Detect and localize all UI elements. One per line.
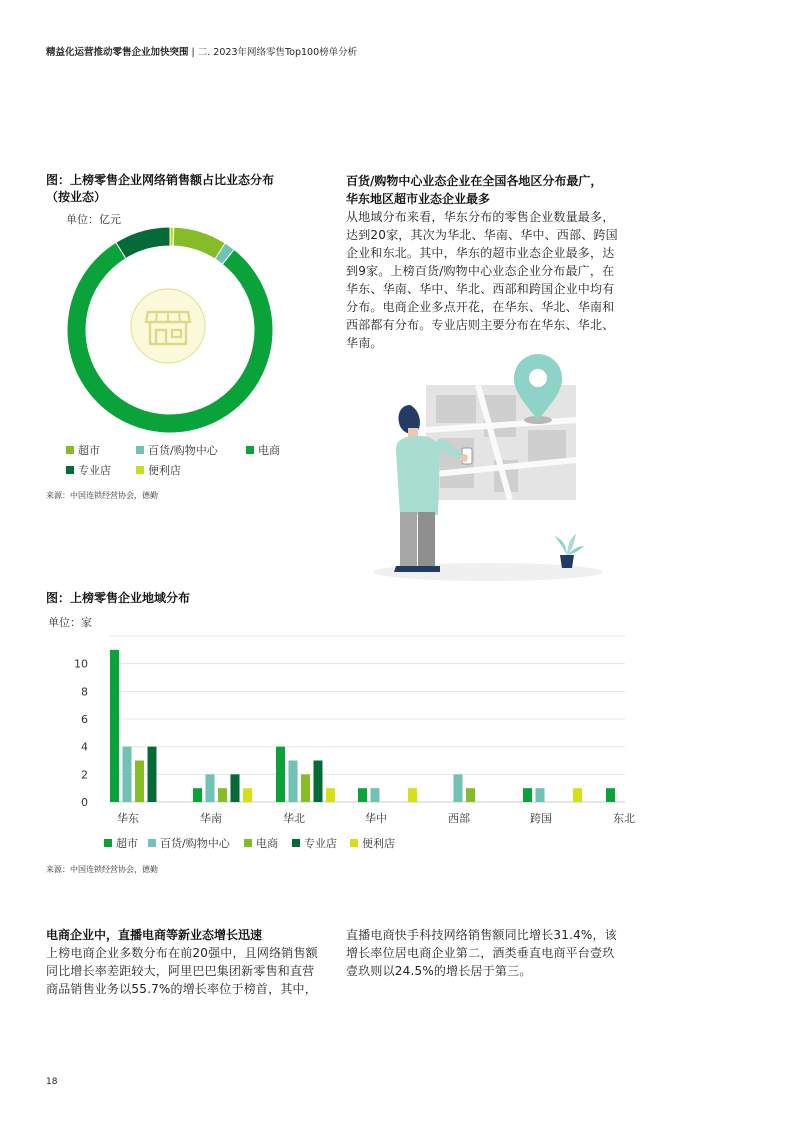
legend-label: 专业店 (78, 464, 111, 477)
ecom-right-line: 增长率位居电商企业第二，酒类垂直电商平台壹玖 (346, 946, 615, 960)
legend-label: 百货/购物中心 (148, 444, 218, 457)
bar-华南-电商 (218, 788, 227, 802)
region-line: 企业和东北。其中，华东的超市业态企业最多，达 (346, 246, 615, 260)
bar-legend-ecommerce (244, 835, 278, 851)
legend-label: 超市 (78, 444, 100, 457)
x-category-label: 华中 (365, 812, 387, 825)
bar-东北-超市 (606, 788, 615, 802)
bar-chart (40, 630, 640, 830)
ecom-right-line: 直播电商快手科技网络销售额同比增长31.4%，该 (346, 928, 617, 942)
donut-chart (60, 220, 280, 440)
donut-title-line2: （按业态） (46, 190, 107, 204)
bar-legend-convenience (350, 835, 395, 851)
y-tick-label: 4 (81, 740, 88, 754)
x-category-label: 西部 (448, 812, 470, 825)
ecom-right-line: 壹玖则以24.5%的增长居于第三。 (346, 964, 532, 978)
page-number: 18 (46, 1077, 58, 1087)
legend-item-supermarket (66, 442, 100, 458)
ecom-left-line: 上榜电商企业多数分布在前20强中，且网络销售额 (46, 946, 318, 960)
page-header (46, 44, 357, 58)
y-tick-label: 6 (81, 713, 88, 726)
legend-label: 电商 (256, 837, 278, 850)
bar-legend (104, 835, 424, 851)
y-tick-label: 0 (81, 796, 88, 809)
region-line: 达到20家，其次为华北、华南、华中、西部、跨国 (346, 228, 618, 242)
x-category-label: 东北 (613, 812, 635, 825)
donut-legend (66, 442, 306, 482)
bar-华南-百货/购物中心 (206, 774, 215, 802)
legend-item-convenience (136, 462, 181, 478)
bar-source: 来源：中国连锁经营协会，德勤 (46, 865, 158, 874)
y-tick-label: 2 (81, 768, 88, 782)
bar-华北-百货/购物中心 (289, 761, 298, 803)
donut-title-line1: 图：上榜零售企业网络销售额占比业态分布 (46, 173, 275, 187)
legend-item-department (136, 442, 218, 458)
bar-华南-超市 (193, 788, 202, 802)
ecom-heading: 电商企业中，直播电商等新业态增长迅速 (46, 928, 263, 942)
region-line: 从地域分布来看，华东分布的零售企业数量最多， (346, 210, 615, 224)
bar-华中-超市 (358, 788, 367, 802)
legend-label: 超市 (116, 837, 138, 850)
legend-label: 百货/购物中心 (160, 837, 230, 850)
bar-西部-百货/购物中心 (454, 774, 463, 802)
bar-华中-百货/购物中心 (371, 788, 380, 802)
bar-chart-title: 图：上榜零售企业地域分布 (46, 591, 191, 605)
bar-legend-department (148, 835, 230, 851)
bar-跨国-便利店 (573, 788, 582, 802)
bar-legend-supermarket (104, 835, 138, 851)
ecom-right-text (346, 926, 646, 980)
bar-华东-专业店 (148, 747, 157, 802)
donut-unit: 单位：亿元 (66, 213, 121, 226)
legend-label: 便利店 (362, 837, 395, 850)
header-separator: | (188, 47, 198, 58)
map-illustration (360, 350, 620, 585)
donut-chart-title (46, 172, 274, 206)
donut-source: 来源：中国连锁经营协会，德勤 (46, 491, 158, 500)
plant-icon (554, 534, 584, 568)
bar-华中-便利店 (408, 788, 417, 802)
y-tick-label: 8 (81, 685, 88, 699)
region-line: 西部都有分布。专业店则主要分布在华东、华北、 (346, 318, 615, 332)
region-line: 华南。 (346, 336, 383, 350)
region-heading-line2: 华东地区超市业态企业最多 (346, 192, 491, 206)
bar-华北-便利店 (326, 788, 335, 802)
x-category-label: 华北 (283, 812, 305, 825)
region-heading-line1: 百货/购物中心业态企业在全国各地区分布最广， (346, 174, 603, 188)
bar-华南-专业店 (231, 774, 240, 802)
bar-华北-专业店 (314, 761, 323, 803)
x-category-label: 跨国 (530, 812, 552, 825)
bar-跨国-超市 (523, 788, 532, 802)
bar-跨国-百货/购物中心 (536, 788, 545, 802)
bar-华北-超市 (276, 747, 285, 802)
header-title: 精益化运营推动零售企业加快突围 (46, 47, 189, 58)
storefront-icon (131, 289, 205, 363)
ecom-left-line: 同比增长率差距较大，阿里巴巴集团新零售和直营 (46, 964, 315, 978)
donut-slice-1 (173, 227, 225, 259)
region-line: 到9家。上榜百货/购物中心业态企业分布最广，在 (346, 264, 615, 278)
phone-icon (460, 448, 472, 464)
legend-label: 电商 (258, 444, 280, 457)
x-category-label: 华东 (117, 812, 139, 825)
legend-item-ecommerce (246, 442, 280, 458)
bar-华北-电商 (301, 774, 310, 802)
bar-华东-电商 (135, 761, 144, 803)
legend-item-specialty (66, 462, 111, 478)
region-line: 分布。电商企业多点开花，在华东、华北、华南和 (346, 300, 615, 314)
donut-slice-4 (116, 227, 170, 259)
region-line: 华东、华南、华中、华北、西部和跨国企业中均有 (346, 282, 615, 296)
bar-华东-百货/购物中心 (123, 747, 132, 802)
legend-label: 专业店 (304, 837, 337, 850)
bar-chart-unit: 单位：家 (48, 616, 92, 629)
map-icon (426, 385, 576, 500)
x-category-label: 华南 (200, 812, 222, 825)
legend-label: 便利店 (148, 464, 181, 477)
header-section: 二. 2023年网络零售Top100榜单分析 (197, 47, 358, 58)
y-tick-label: 10 (74, 657, 88, 671)
bar-华南-便利店 (243, 788, 252, 802)
bar-legend-specialty (292, 835, 337, 851)
bar-西部-电商 (466, 788, 475, 802)
bar-华东-超市 (110, 650, 119, 802)
region-text-block (346, 172, 646, 352)
ecom-left-line: 商品销售业务以55.7%的增长率位于榜首，其中， (46, 982, 317, 996)
ecom-left-text (46, 944, 336, 998)
